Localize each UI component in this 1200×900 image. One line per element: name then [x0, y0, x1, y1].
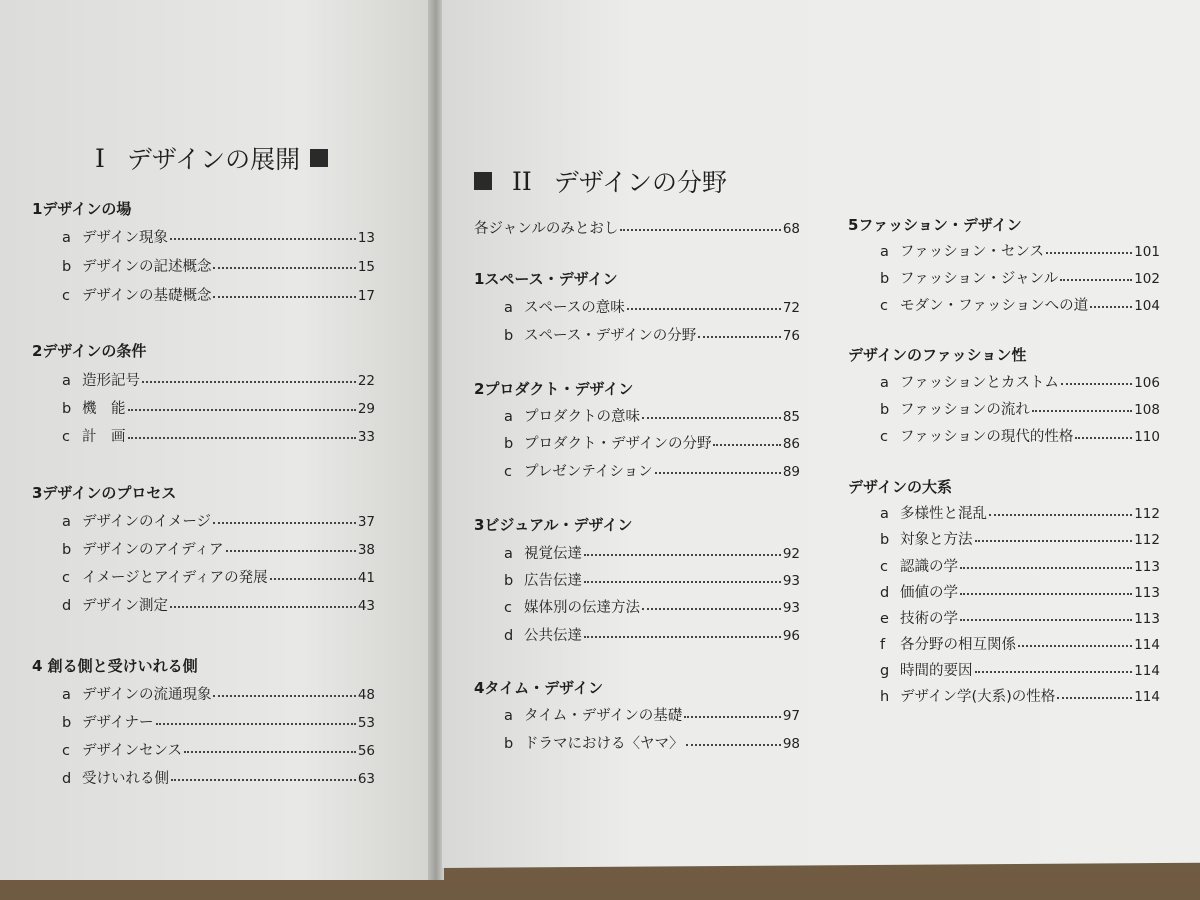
toc-entry: [62, 739, 375, 760]
entry-title: ドラマにおける〈ヤマ〉: [524, 736, 684, 752]
entry-letter: b: [880, 402, 890, 418]
entry-letter: a: [62, 687, 71, 703]
entry-title: ファッションの現代的性格: [900, 429, 1074, 445]
part-title-1: [95, 140, 328, 176]
toc-entry: [880, 502, 1160, 523]
entry-title: モダン・ファッションへの道: [900, 298, 1089, 314]
toc-entry: [504, 704, 800, 725]
toc-entry: [504, 324, 800, 345]
entry-title: 価値の学: [900, 585, 958, 601]
entry-page-number: 113: [1134, 585, 1160, 601]
entry-title: スペース・デザインの分野: [524, 328, 697, 344]
leader-dots: [1018, 645, 1132, 647]
entry-letter: a: [62, 514, 71, 530]
entry-page-number: 37: [357, 514, 375, 530]
entry-letter: a: [62, 373, 71, 389]
entry-letter: b: [880, 271, 890, 287]
entry-page-number: 43: [357, 598, 375, 614]
entry-page-number: 38: [357, 542, 375, 558]
toc-entry: [62, 683, 375, 704]
section-heading: 2プロダクト・デザイン: [474, 380, 634, 398]
toc-entry: [504, 624, 800, 645]
leader-dots: [960, 593, 1132, 595]
leader-dots: [684, 716, 781, 718]
entry-letter: d: [62, 771, 72, 787]
entry-letter: b: [880, 532, 890, 548]
leader-dots: [1061, 383, 1132, 385]
leader-dots: [270, 578, 356, 580]
entry-letter: a: [504, 546, 513, 562]
entry-page-number: 97: [782, 708, 800, 724]
entry-page-number: 104: [1134, 298, 1160, 314]
toc-entry: [880, 685, 1160, 706]
entry-letter: b: [504, 573, 514, 589]
entry-title: ファッション・ジャンル: [900, 271, 1059, 287]
entry-letter: a: [880, 244, 889, 260]
section-heading: デザインのファッション性: [848, 346, 1027, 364]
toc-entry: [504, 596, 800, 617]
entry-title: スペースの意味: [524, 300, 625, 316]
leader-dots: [642, 417, 781, 419]
entry-letter: c: [62, 743, 70, 759]
entry-letter: b: [62, 542, 72, 558]
leader-dots: [1032, 410, 1132, 412]
toc-entry: [504, 296, 800, 317]
entry-page-number: 76: [782, 328, 800, 344]
leader-dots: [1090, 306, 1132, 308]
leader-dots: [170, 606, 356, 608]
leader-dots: [184, 751, 356, 753]
leader-dots: [128, 409, 356, 411]
toc-entry: [880, 267, 1160, 288]
entry-letter: b: [504, 736, 514, 752]
entry-letter: c: [880, 559, 888, 575]
section-heading: 1スペース・デザイン: [474, 270, 618, 288]
section-heading: 1デザインの場: [32, 200, 132, 218]
toc-entry: [880, 607, 1160, 628]
toc-entry: [504, 732, 800, 753]
leader-dots: [142, 381, 356, 383]
leader-dots: [213, 267, 355, 269]
leader-dots: [1057, 697, 1132, 699]
leader-dots: [975, 671, 1133, 673]
entry-page-number: 114: [1134, 689, 1160, 705]
entry-title: 時間的要因: [900, 663, 973, 679]
entry-letter: d: [880, 585, 890, 601]
leader-dots: [171, 779, 356, 781]
toc-entry: [880, 528, 1160, 549]
part-numeral: I: [95, 143, 105, 173]
toc-entry: [62, 566, 375, 587]
entry-title: デザイン学(大系)の性格: [900, 689, 1056, 705]
leader-dots: [213, 522, 356, 524]
toc-entry: [62, 397, 375, 418]
entry-letter: b: [504, 436, 514, 452]
section-heading: 4 創る側と受けいれる側: [32, 657, 198, 675]
toc-entry: [504, 542, 800, 563]
leader-dots: [620, 229, 780, 231]
leader-dots: [698, 336, 781, 338]
entry-title: ファッションの流れ: [900, 402, 1030, 418]
entry-page-number: 41: [357, 570, 375, 586]
entry-title: デザインの記述概念: [82, 259, 212, 275]
entry-title: 視覚伝達: [524, 546, 582, 562]
leader-dots: [213, 695, 355, 697]
entry-letter: e: [880, 611, 889, 627]
part-title-2: [474, 163, 727, 199]
entry-title: デザインのイメージ: [82, 514, 212, 530]
entry-page-number: 86: [782, 436, 800, 452]
entry-title: 公共伝達: [524, 628, 582, 644]
entry-letter: b: [62, 715, 72, 731]
entry-letter: d: [62, 598, 72, 614]
entry-title: 広告伝達: [524, 573, 582, 589]
toc-entry: [880, 659, 1160, 680]
leader-dots: [975, 540, 1133, 542]
leader-dots: [170, 238, 356, 240]
entry-page-number: 108: [1134, 402, 1160, 418]
entry-title: ファッション・センス: [900, 244, 1044, 260]
entry-title: プレゼンテイション: [524, 464, 653, 480]
entry-title: ファッションとカストム: [900, 375, 1059, 391]
leader-dots: [156, 723, 356, 725]
leader-dots: [960, 619, 1132, 621]
entry-page-number: 96: [782, 628, 800, 644]
section-heading: 3ビジュアル・デザイン: [474, 516, 633, 534]
leader-dots: [655, 472, 781, 474]
entry-page-number: 53: [357, 715, 375, 731]
toc-entry: [62, 711, 375, 732]
entry-title: デザインの基礎概念: [82, 288, 212, 304]
entry-page-number: 93: [782, 573, 800, 589]
toc-entry: [62, 538, 375, 559]
toc-entry: [880, 398, 1160, 419]
entry-letter: a: [504, 708, 513, 724]
entry-page-number: 110: [1134, 429, 1160, 445]
toc-entry: [880, 294, 1160, 315]
toc-entry: [504, 405, 800, 426]
toc-entry: [62, 510, 375, 531]
toc-entry: [62, 594, 375, 615]
square-bullet-icon: [474, 172, 492, 190]
part-numeral: II: [512, 166, 532, 196]
toc-entry: [880, 425, 1160, 446]
leader-dots: [584, 554, 781, 556]
toc-entry: [474, 217, 800, 238]
entry-letter: c: [62, 429, 70, 445]
toc-entry: [62, 226, 375, 247]
entry-title: 対象と方法: [900, 532, 973, 548]
entry-page-number: 106: [1134, 375, 1160, 391]
entry-letter: a: [880, 506, 889, 522]
entry-letter: a: [880, 375, 889, 391]
leader-dots: [1075, 437, 1132, 439]
entry-page-number: 56: [357, 743, 375, 759]
section-heading: 5ファッション・デザイン: [848, 216, 1022, 234]
entry-title: タイム・デザインの基礎: [524, 708, 683, 724]
entry-page-number: 114: [1134, 663, 1160, 679]
entry-letter: c: [880, 429, 888, 445]
leader-dots: [713, 444, 780, 446]
entry-page-number: 112: [1134, 532, 1160, 548]
toc-entry: [504, 460, 800, 481]
toc-entry: [880, 240, 1160, 261]
leader-dots: [627, 308, 781, 310]
entry-page-number: 112: [1134, 506, 1160, 522]
entry-page-number: 33: [357, 429, 375, 445]
entry-letter: b: [504, 328, 514, 344]
entry-letter: d: [504, 628, 514, 644]
entry-letter: c: [62, 288, 70, 304]
entry-title: デザイン現象: [82, 230, 168, 246]
leader-dots: [686, 744, 781, 746]
entry-title: デザインの流通現象: [82, 687, 212, 703]
entry-page-number: 48: [357, 687, 375, 703]
leader-dots: [584, 581, 781, 583]
entry-letter: b: [62, 401, 72, 417]
entry-letter: f: [880, 637, 886, 653]
entry-page-number: 13: [357, 230, 375, 246]
entry-title: プロダクト・デザインの分野: [524, 436, 712, 452]
toc-entry: [504, 569, 800, 590]
entry-title: 多様性と混乱: [900, 506, 987, 522]
entry-page-number: 89: [782, 464, 800, 480]
leader-dots: [989, 514, 1132, 516]
entry-title: イメージとアイディアの発展: [82, 570, 268, 586]
entry-letter: a: [504, 409, 513, 425]
section-heading: デザインの大系: [848, 478, 952, 496]
entry-title: デザインセンス: [82, 743, 183, 759]
leader-dots: [226, 550, 356, 552]
toc-entry: [62, 425, 375, 446]
entry-title: 各ジャンルのみとおし: [474, 221, 619, 237]
square-bullet-icon: [310, 149, 328, 167]
entry-page-number: 22: [357, 373, 375, 389]
toc-entry: [880, 581, 1160, 602]
entry-page-number: 29: [357, 401, 375, 417]
part-label: デザインの分野: [553, 168, 728, 197]
entry-title: 認識の学: [900, 559, 958, 575]
entry-page-number: 93: [782, 600, 800, 616]
entry-page-number: 85: [782, 409, 800, 425]
entry-title: 受けいれる側: [82, 771, 169, 787]
entry-letter: a: [62, 230, 71, 246]
toc-entry: [62, 767, 375, 788]
leader-dots: [642, 608, 781, 610]
entry-page-number: 114: [1134, 637, 1160, 653]
entry-letter: c: [504, 464, 512, 480]
entry-title: 計 画: [82, 429, 126, 445]
entry-letter: c: [504, 600, 512, 616]
entry-letter: b: [62, 259, 72, 275]
entry-title: デザイン測定: [82, 598, 168, 614]
leader-dots: [960, 567, 1132, 569]
entry-page-number: 102: [1134, 271, 1160, 287]
entry-page-number: 101: [1134, 244, 1160, 260]
entry-title: デザイナー: [82, 715, 154, 731]
toc-entry: [62, 284, 375, 305]
entry-page-number: 98: [782, 736, 800, 752]
entry-letter: c: [62, 570, 70, 586]
entry-title: 造形記号: [82, 373, 140, 389]
leader-dots: [584, 636, 781, 638]
entry-page-number: 72: [782, 300, 800, 316]
section-heading: 4タイム・デザイン: [474, 679, 604, 697]
entry-title: 機 能: [82, 401, 126, 417]
section-heading: 3デザインのプロセス: [32, 484, 177, 502]
entry-letter: g: [880, 663, 890, 679]
entry-page-number: 113: [1134, 559, 1160, 575]
entry-title: デザインのアイディア: [82, 542, 224, 558]
entry-page-number: 68: [782, 221, 800, 237]
part-label: デザインの展開: [126, 145, 301, 174]
entry-title: 各分野の相互関係: [900, 637, 1016, 653]
toc-entry: [880, 555, 1160, 576]
entry-page-number: 15: [357, 259, 375, 275]
toc-entry: [62, 369, 375, 390]
entry-page-number: 63: [357, 771, 375, 787]
entry-page-number: 92: [782, 546, 800, 562]
entry-page-number: 17: [357, 288, 375, 304]
toc-entry: [504, 432, 800, 453]
toc-entry: [880, 371, 1160, 392]
leader-dots: [128, 437, 356, 439]
entry-title: プロダクトの意味: [524, 409, 640, 425]
section-heading: 2デザインの条件: [32, 342, 147, 360]
entry-title: 技術の学: [900, 611, 958, 627]
toc-entry: [62, 255, 375, 276]
entry-letter: a: [504, 300, 513, 316]
leader-dots: [1046, 252, 1132, 254]
toc-entry: [880, 633, 1160, 654]
entry-title: 媒体別の伝達方法: [524, 600, 640, 616]
leader-dots: [213, 296, 355, 298]
leader-dots: [1060, 279, 1132, 281]
entry-letter: h: [880, 689, 890, 705]
entry-page-number: 113: [1134, 611, 1160, 627]
entry-letter: c: [880, 298, 888, 314]
